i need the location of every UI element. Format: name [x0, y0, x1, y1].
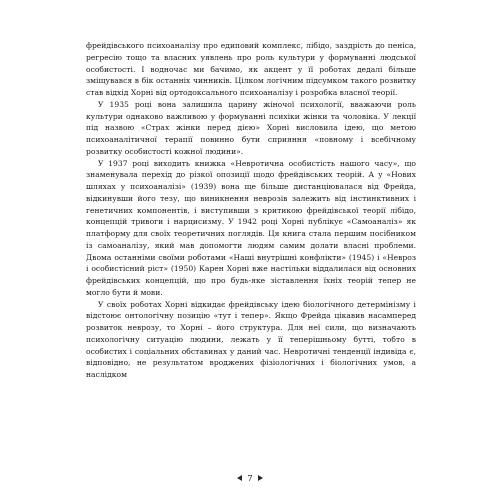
page-body — [86, 40, 416, 381]
page-number: 7 — [247, 474, 253, 484]
paragraph-2: У 1935 році вона залишила царину жіночої психології, вважаючи роль культури однаково важливою у формуванні психіки жінки та чоловіка. У лекції під назвою «Страх жінки перед дією» Хорні висловила ідею, що метою психоаналітичної терапії повинно бути сприяння «повному і всебічному розвитку особистості кожної людини». — [86, 99, 416, 156]
paragraph-3: У 1937 році виходить книжка «Невротична особистість нашого часу», що знаменувала перехід до різкої опозиції щодо фрейдівських теорій. А у «Нових шляхах у психоаналізі» (1939) вона ще більше дистанціювалася від Фрейда, відкинувши його тезу, що виникнення неврозів залежить від інстинктивних і генетичних компонентів, і виступивши з критикою фрейдівської теорії лібідо, концепцій тривоги і нарцисизму. У 1942 році Хорні публікує «Самоаналіз» як платформу для своїх теоретичних поглядів. Ця книга стала першим посібником із самоаналізу, який мав допомогти людям самим долати власні проблеми. Двома останніми своїми роботами «Наші внутрішні конфлікти» (1945) і «Невроз і особистісний ріст» (1950) Карен Хорні вже настільки віддалилася від основних фрейдівських концепцій, що про будь-яке зіставлення їхніх теорій тепер не могло бути й мови. — [86, 158, 416, 297]
ornament-left-icon — [236, 475, 242, 481]
ornament-right-icon — [258, 475, 264, 481]
paragraph-4: У своїх роботах Хорні відкидає фрейдівську ідею біологічного детермінізму і відстоює онтологічну позицію «тут і тепер». Якщо Фрейда цікавив насамперед розвиток неврозу, то Хорні – його структура. Для неї сили, що визначають психологічну ситуацію людини, лежать у її теперішньому бутті, тобто в особистих і соціальних обставинах у даний час. Невротичні тенденції індивіда є, відповідно, не результатом вроджених фізіологічних і біологічних умов, а наслідком — [86, 299, 416, 379]
page-footer — [0, 474, 500, 484]
paragraph-1: фрейдівського психоаналізу про едиповий комплекс, лібідо, заздрість до пеніса, регресію тощо та власних уявлень про роль культури у формуванні людської особистості. І водночас ми бачимо, як акцент у її роботах дедалі більше зміщувався в бік останніх чинників. Цілком логічним підсумком такого розвитку став відхід Хорні від ортодоксального психоаналізу і розробка власної теорії. — [86, 41, 416, 97]
